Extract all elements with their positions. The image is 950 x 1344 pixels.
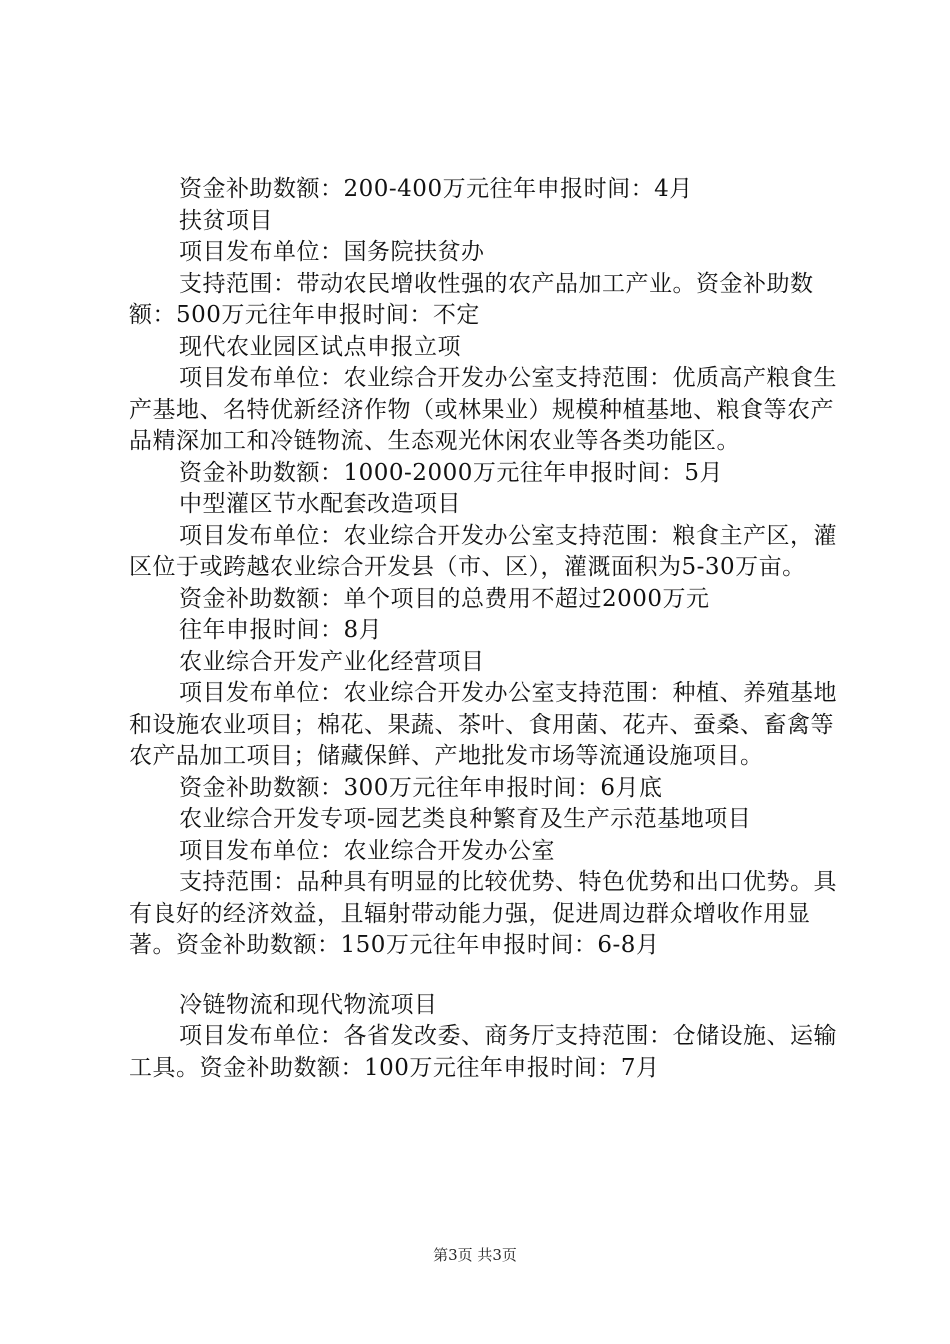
paragraph: 资金补助数额：1000-2000万元往年申报时间：5月: [179, 459, 723, 486]
paragraph: 项目发布单位：农业综合开发办公室支持范围：粮食主产区，灌区位于或跨越农业综合开发县（市、区），灌溉面积为5-30万亩。: [129, 522, 837, 580]
paragraph: 项目发布单位：农业综合开发办公室支持范围：种植、养殖基地和设施农业项目；棉花、果蔬、茶叶、食用菌、花卉、蚕桑、畜禽等农产品加工项目；储藏保鲜、产地批发市场等流通设施项目。: [129, 680, 837, 769]
paragraph: 支持范围：带动农民增收性强的农产品加工产业。资金补助数额：500万元往年申报时间：不定: [129, 270, 814, 328]
paragraph: 资金补助数额：300万元往年申报时间：6月底: [179, 774, 663, 801]
section-heading: 现代农业园区试点申报立项: [179, 333, 461, 360]
paragraph: 项目发布单位：农业综合开发办公室: [179, 837, 555, 864]
paragraph: 往年申报时间：8月: [179, 617, 383, 643]
page-footer: 第3页 共3页: [433, 1246, 517, 1264]
paragraph: 项目发布单位：农业综合开发办公室支持范围：优质高产粮食生产基地、名特优新经济作物（或林果业）规模种植基地、粮食等农产品精深加工和冷链物流、生态观光休闲农业等各类功能区。: [129, 365, 837, 454]
paragraph: 项目发布单位：各省发改委、商务厅支持范围：仓储设施、运输工具。资金补助数额：100万元往年申报时间：7月: [129, 1023, 837, 1081]
section-heading: 农业综合开发产业化经营项目: [179, 648, 485, 675]
section-heading: 扶贫项目: [179, 207, 273, 234]
document-body: [129, 174, 839, 1084]
paragraph: 项目发布单位：国务院扶贫办: [179, 239, 485, 265]
paragraph-gap: [129, 962, 839, 990]
paragraph: 资金补助数额：200-400万元往年申报时间：4月: [179, 176, 693, 202]
paragraph: 支持范围：品种具有明显的比较优势、特色优势和出口优势。具有良好的经济效益，且辐射带动能力强，促进周边群众增收作用显著。资金补助数额：150万元往年申报时间：6-8月: [129, 869, 837, 958]
section-heading: 农业综合开发专项-园艺类良种繁育及生产示范基地项目: [179, 806, 752, 832]
section-heading: 中型灌区节水配套改造项目: [179, 491, 461, 517]
section-heading: 冷链物流和现代物流项目: [179, 991, 438, 1018]
paragraph: 资金补助数额：单个项目的总费用不超过2000万元: [179, 585, 710, 612]
